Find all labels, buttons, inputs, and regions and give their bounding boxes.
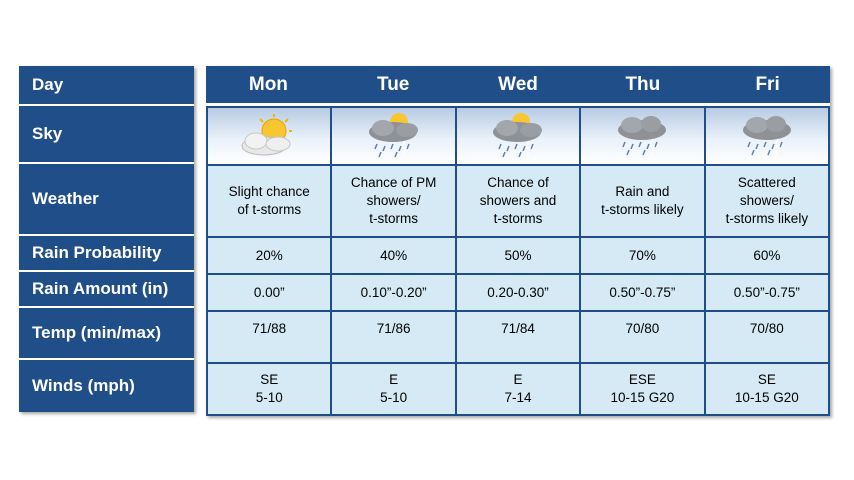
weather-text-line: t-storms: [493, 211, 543, 226]
weather-text-line: Chance of: [487, 175, 549, 190]
sky-row: [208, 108, 828, 166]
rain-probability-row: [208, 238, 828, 275]
weather-cell: [581, 166, 705, 236]
forecast-grid: [206, 66, 830, 416]
sun-thunderstorm-icon: [359, 111, 429, 161]
sky-cell: [457, 108, 581, 164]
row-label-sky: Sky: [19, 106, 194, 164]
weather-cell: [457, 166, 581, 236]
row-label-rain-amount: Rain Amount (in): [19, 272, 194, 308]
rain-probability-cell: 50%: [457, 238, 581, 273]
weather-text-line: t-storms likely: [725, 211, 809, 226]
wind-speed: 7-14: [504, 390, 532, 405]
rain-amount-cell: 0.50”-0.75”: [581, 275, 705, 310]
day-header: Thu: [625, 73, 661, 95]
temp-cell: 70/80: [706, 312, 828, 362]
day-header-row: [206, 66, 830, 106]
wind-speed: 5-10: [380, 390, 408, 405]
temp-cell: 71/86: [332, 312, 456, 362]
thunderstorm-icon: [607, 111, 677, 161]
sky-cell: [208, 108, 332, 164]
weather-text-line: Slight chance: [228, 184, 310, 199]
sky-cell: [332, 108, 456, 164]
winds-cell: [581, 364, 705, 414]
weather-text-line: Chance of PM: [350, 175, 437, 190]
wind-direction: SE: [757, 372, 776, 387]
rain-amount-cell: 0.00”: [208, 275, 332, 310]
partly-cloudy-icon: [234, 113, 304, 159]
weather-text-line: showers/: [739, 193, 794, 208]
weather-cell: [706, 166, 828, 236]
wind-direction: ESE: [628, 372, 656, 387]
weather-text-line: of t-storms: [237, 202, 302, 217]
winds-cell: [208, 364, 332, 414]
weather-text-line: showers/: [366, 193, 421, 208]
weather-text-line: showers and: [479, 193, 557, 208]
rain-amount-cell: 0.50”-0.75”: [706, 275, 828, 310]
rain-amount-cell: 0.10”-0.20”: [332, 275, 456, 310]
row-label-winds: Winds (mph): [19, 360, 194, 412]
row-label-column: [19, 66, 194, 412]
temp-row: [208, 312, 828, 364]
wind-direction: E: [513, 372, 523, 387]
row-label-day: Day: [19, 66, 194, 106]
wind-direction: E: [389, 372, 399, 387]
temp-cell: 71/88: [208, 312, 332, 362]
rain-amount-row: [208, 275, 828, 312]
weather-cell: [208, 166, 332, 236]
row-label-rain-probability: Rain Probability: [19, 236, 194, 272]
winds-cell: [332, 364, 456, 414]
rain-amount-cell: 0.20-0.30”: [457, 275, 581, 310]
row-label-temp: Temp (min/max): [19, 308, 194, 360]
day-header: Fri: [755, 73, 780, 95]
row-label-weather: Weather: [19, 164, 194, 236]
sun-thunderstorm-icon: [483, 111, 553, 161]
sky-cell: [706, 108, 828, 164]
weather-text-line: t-storms: [369, 211, 418, 226]
forecast-body: [206, 106, 830, 416]
wind-direction: SE: [260, 372, 279, 387]
rain-probability-cell: 60%: [706, 238, 828, 273]
winds-row: [208, 364, 828, 414]
rain-probability-cell: 20%: [208, 238, 332, 273]
weather-cell: [332, 166, 456, 236]
rain-probability-cell: 70%: [581, 238, 705, 273]
winds-cell: [457, 364, 581, 414]
wind-speed: 10-15 G20: [734, 390, 799, 405]
wind-speed: 10-15 G20: [610, 390, 675, 405]
sky-cell: [581, 108, 705, 164]
day-header: Wed: [498, 73, 538, 95]
temp-cell: 71/84: [457, 312, 581, 362]
weather-text-line: Rain and: [615, 184, 670, 199]
rain-probability-cell: 40%: [332, 238, 456, 273]
weather-text-line: Scattered: [737, 175, 796, 190]
day-header: Tue: [377, 73, 410, 95]
winds-cell: [706, 364, 828, 414]
weather-text-line: t-storms likely: [601, 202, 684, 217]
day-header: Mon: [248, 73, 288, 95]
weather-row: [208, 166, 828, 238]
thunderstorm-icon: [732, 111, 802, 161]
wind-speed: 5-10: [255, 390, 283, 405]
temp-cell: 70/80: [581, 312, 705, 362]
